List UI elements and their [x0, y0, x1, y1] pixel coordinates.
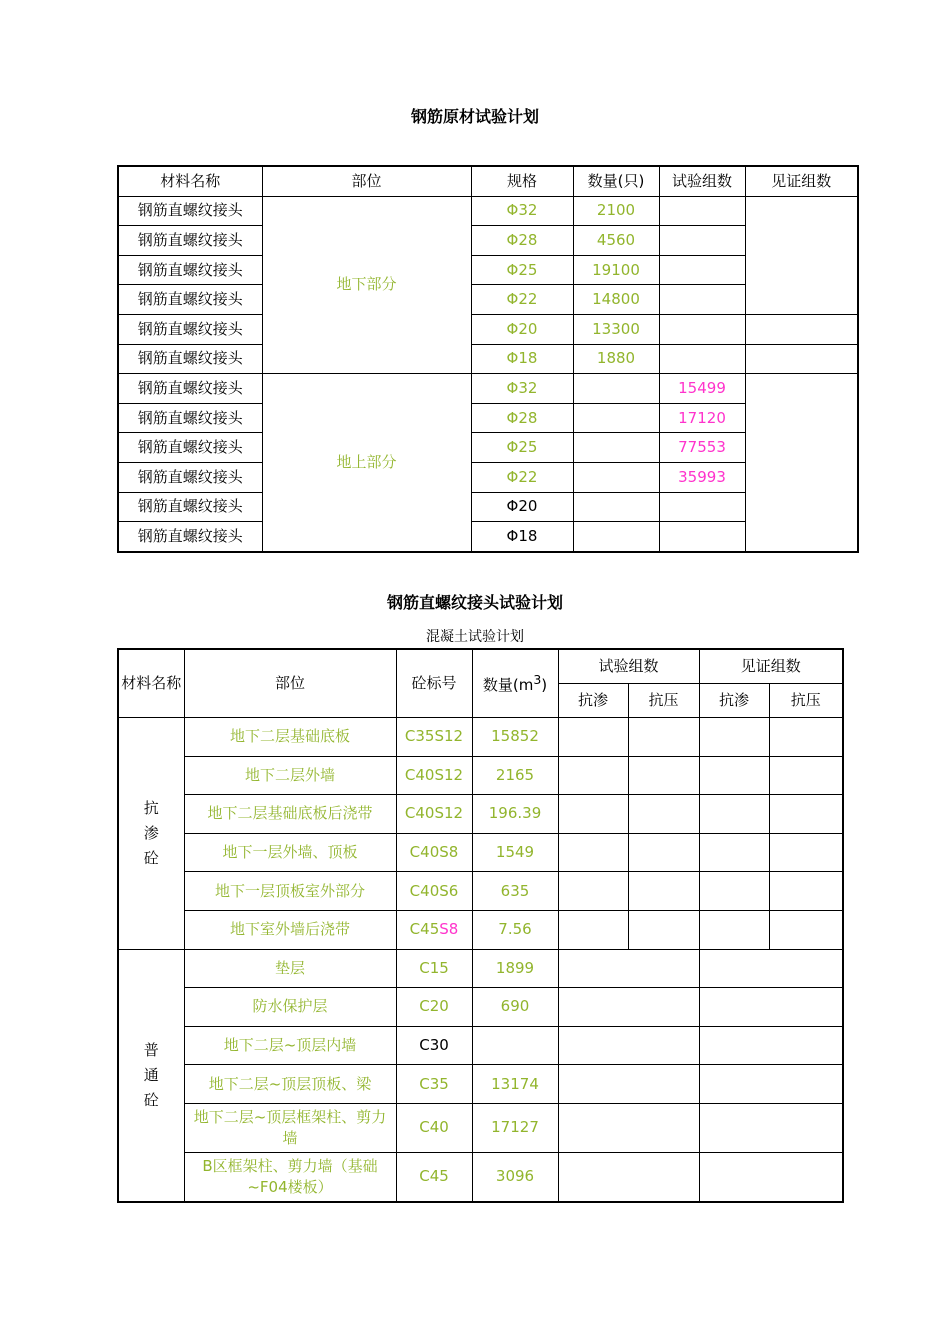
empty-cell [558, 988, 699, 1027]
location-cell: 防水保护层 [184, 988, 396, 1027]
group-waterproof-concrete [118, 718, 184, 950]
location-cell: 地下二层~顶层内墙 [184, 1026, 396, 1065]
grade-cell: C45 [396, 1152, 472, 1202]
location-cell: 地下二层基础底板后浇带 [184, 795, 396, 834]
grade-cell: C40S6 [396, 872, 472, 911]
col-header: 见证组数 [745, 166, 858, 196]
grade-suffix: S8 [439, 920, 459, 939]
table-header-row [118, 649, 843, 684]
subheader-compression: 抗压 [769, 684, 843, 718]
spec-cell: Φ22 [471, 462, 573, 492]
qty-cell: 1880 [573, 344, 659, 374]
qty-cell: 13174 [472, 1065, 558, 1104]
col-header-tests: 试验组数 [558, 649, 699, 684]
tests-cell [659, 196, 745, 226]
tests-cell [659, 492, 745, 522]
qty-cell: 2165 [472, 756, 558, 795]
empty-cell [699, 1152, 843, 1202]
table-row [118, 196, 858, 226]
empty-cell [699, 1026, 843, 1065]
col-header: 数量(只) [573, 166, 659, 196]
spec-cell: Φ20 [471, 314, 573, 344]
table-row [118, 756, 843, 795]
qty-cell: 196.39 [472, 795, 558, 834]
grade-cell [396, 910, 472, 949]
material-name: 钢筋直螺纹接头 [118, 255, 262, 285]
material-name: 钢筋直螺纹接头 [118, 314, 262, 344]
spec-cell: Φ28 [471, 403, 573, 433]
grade-cell: C35 [396, 1065, 472, 1104]
table-row [118, 1065, 843, 1104]
table-row [118, 949, 843, 988]
location-cell: 地下二层~顶层顶板、梁 [184, 1065, 396, 1104]
qty-cell: 690 [472, 988, 558, 1027]
material-name: 钢筋直螺纹接头 [118, 433, 262, 463]
col-header-material: 材料名称 [118, 649, 184, 718]
grade-cell: C40S12 [396, 756, 472, 795]
location-cell: 垫层 [184, 949, 396, 988]
material-name: 钢筋直螺纹接头 [118, 344, 262, 374]
empty-cell [628, 833, 699, 872]
concrete-table [117, 648, 844, 1203]
qty-close: ) [541, 676, 548, 694]
location-cell: 地上部分 [262, 374, 471, 552]
empty-cell [699, 756, 769, 795]
tests-cell [659, 344, 745, 374]
location-cell: 地下二层基础底板 [184, 718, 396, 757]
location-cell: 地下一层顶板室外部分 [184, 872, 396, 911]
spec-cell: Φ28 [471, 226, 573, 256]
empty-cell [699, 988, 843, 1027]
material-name: 钢筋直螺纹接头 [118, 522, 262, 552]
empty-cell [558, 833, 628, 872]
grade-prefix: C45 [409, 920, 440, 939]
qty-cell [573, 522, 659, 552]
table-row [118, 1026, 843, 1065]
table-row [118, 910, 843, 949]
spec-cell: Φ32 [471, 196, 573, 226]
table-row [118, 344, 858, 374]
witness-cell [745, 314, 858, 344]
table-row [118, 988, 843, 1027]
empty-cell [699, 795, 769, 834]
concrete-title: 混凝土试验计划 [426, 629, 524, 645]
tests-cell: 35993 [659, 462, 745, 492]
material-name: 钢筋直螺纹接头 [118, 285, 262, 315]
qty-cell: 17127 [472, 1103, 558, 1152]
col-header: 部位 [262, 166, 471, 196]
empty-cell [558, 1065, 699, 1104]
grade-cell: C15 [396, 949, 472, 988]
tests-cell [659, 522, 745, 552]
grade-cell: C35S12 [396, 718, 472, 757]
empty-cell [769, 833, 843, 872]
empty-cell [699, 1065, 843, 1104]
material-name: 钢筋直螺纹接头 [118, 374, 262, 404]
empty-cell [628, 872, 699, 911]
table-row [118, 374, 858, 404]
witness-cell [745, 196, 858, 314]
qty-cell: 2100 [573, 196, 659, 226]
empty-cell [558, 756, 628, 795]
table-row [118, 795, 843, 834]
empty-cell [558, 718, 628, 757]
group-label: 普通砼 [143, 1041, 159, 1109]
qty-cell [573, 492, 659, 522]
qty-cell: 14800 [573, 285, 659, 315]
grade-cell: C40S8 [396, 833, 472, 872]
qty-cell: 13300 [573, 314, 659, 344]
group-normal-concrete [118, 949, 184, 1202]
empty-cell [769, 872, 843, 911]
empty-cell [699, 718, 769, 757]
empty-cell [558, 910, 628, 949]
material-name: 钢筋直螺纹接头 [118, 492, 262, 522]
subheader-impermeability: 抗渗 [699, 684, 769, 718]
spec-cell: Φ25 [471, 255, 573, 285]
tests-cell [659, 226, 745, 256]
location-cell: 地下一层外墙、顶板 [184, 833, 396, 872]
tests-cell: 77553 [659, 433, 745, 463]
tests-cell: 15499 [659, 374, 745, 404]
qty-cell: 19100 [573, 255, 659, 285]
table-row [118, 718, 843, 757]
empty-cell [699, 872, 769, 911]
location-cell: 地下二层~顶层框架柱、剪力墙 [184, 1103, 396, 1152]
tests-cell [659, 285, 745, 315]
grade-cell: C40S12 [396, 795, 472, 834]
subheader-impermeability: 抗渗 [558, 684, 628, 718]
empty-cell [769, 910, 843, 949]
qty-cell: 15852 [472, 718, 558, 757]
empty-cell [699, 910, 769, 949]
spec-cell: Φ32 [471, 374, 573, 404]
table-row [118, 872, 843, 911]
empty-cell [628, 795, 699, 834]
col-header: 规格 [471, 166, 573, 196]
table-row [118, 1152, 843, 1202]
witness-cell [745, 344, 858, 374]
location-cell: 地下二层外墙 [184, 756, 396, 795]
qty-cell: 1899 [472, 949, 558, 988]
qty-label: 数量(m [482, 676, 534, 694]
tests-cell [659, 314, 745, 344]
material-name: 钢筋直螺纹接头 [118, 462, 262, 492]
col-header: 试验组数 [659, 166, 745, 196]
qty-cell [573, 462, 659, 492]
location-cell: 地下室外墙后浇带 [184, 910, 396, 949]
spec-cell: Φ25 [471, 433, 573, 463]
qty-cell: 635 [472, 872, 558, 911]
table-row [118, 314, 858, 344]
qty-cell: 3096 [472, 1152, 558, 1202]
col-header-location: 部位 [184, 649, 396, 718]
col-header-witness: 见证组数 [699, 649, 843, 684]
subheader-compression: 抗压 [628, 684, 699, 718]
tests-cell: 17120 [659, 403, 745, 433]
group-label: 抗渗砼 [143, 799, 159, 867]
qty-cell [472, 1026, 558, 1065]
qty-cell: 4560 [573, 226, 659, 256]
spec-cell: Φ18 [471, 522, 573, 552]
table-header-row [118, 166, 858, 196]
qty-cell [573, 433, 659, 463]
witness-cell [745, 374, 858, 552]
empty-cell [628, 910, 699, 949]
qty-unit-sup: 3 [533, 672, 542, 687]
empty-cell [769, 795, 843, 834]
empty-cell [769, 756, 843, 795]
spec-cell: Φ22 [471, 285, 573, 315]
empty-cell [769, 718, 843, 757]
material-name: 钢筋直螺纹接头 [118, 196, 262, 226]
qty-cell: 1549 [472, 833, 558, 872]
col-header-qty [472, 649, 558, 718]
location-cell: B区框架柱、剪力墙（基础~F04楼板） [184, 1152, 396, 1202]
empty-cell [699, 833, 769, 872]
empty-cell [628, 718, 699, 757]
empty-cell [558, 1152, 699, 1202]
empty-cell [558, 1026, 699, 1065]
grade-cell: C40 [396, 1103, 472, 1152]
empty-cell [699, 949, 843, 988]
rebar-raw-title: 钢筋原材试验计划 [410, 107, 539, 126]
col-header-grade: 砼标号 [396, 649, 472, 718]
rebar-joint-title: 钢筋直螺纹接头试验计划 [386, 593, 563, 612]
empty-cell [558, 949, 699, 988]
empty-cell [628, 756, 699, 795]
qty-cell [573, 403, 659, 433]
empty-cell [558, 1103, 699, 1152]
table-row [118, 1103, 843, 1152]
table-row [118, 833, 843, 872]
grade-cell: C20 [396, 988, 472, 1027]
empty-cell [558, 872, 628, 911]
spec-cell: Φ18 [471, 344, 573, 374]
grade-cell: C30 [396, 1026, 472, 1065]
empty-cell [699, 1103, 843, 1152]
tests-cell [659, 255, 745, 285]
qty-cell: 7.56 [472, 910, 558, 949]
material-name: 钢筋直螺纹接头 [118, 403, 262, 433]
qty-cell [573, 374, 659, 404]
empty-cell [558, 795, 628, 834]
spec-cell: Φ20 [471, 492, 573, 522]
rebar-raw-table [117, 165, 859, 553]
location-cell: 地下部分 [262, 196, 471, 374]
material-name: 钢筋直螺纹接头 [118, 226, 262, 256]
col-header: 材料名称 [118, 166, 262, 196]
